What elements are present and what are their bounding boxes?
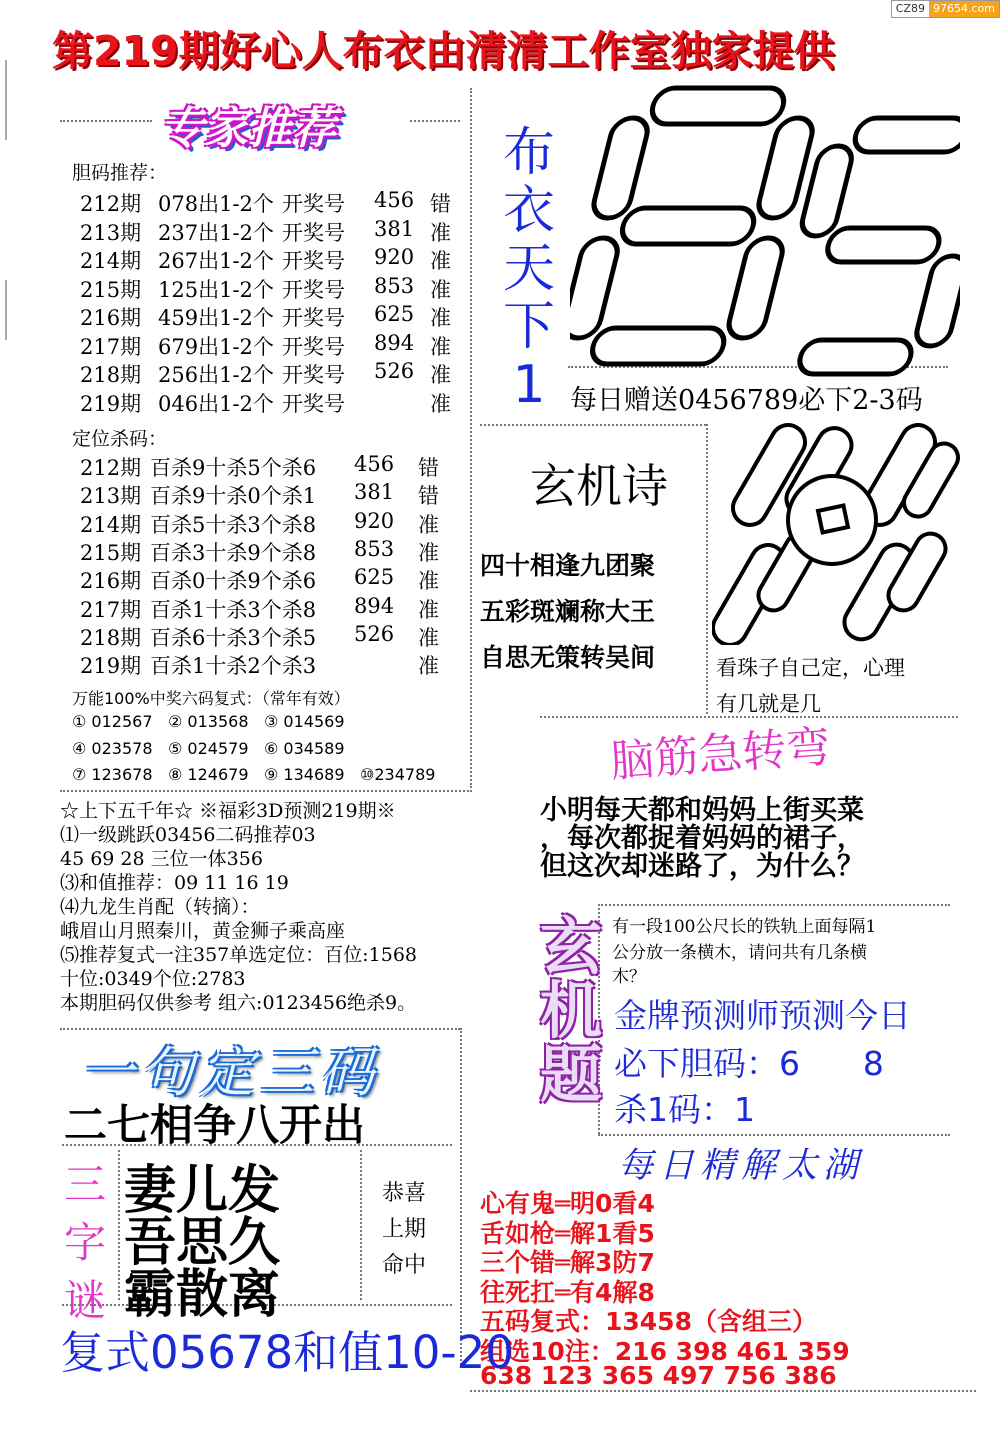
riddle-title: 脑筋急转弯 bbox=[608, 721, 832, 788]
buyi-char: 衣 bbox=[502, 181, 555, 241]
segment bbox=[725, 238, 786, 338]
kill-result: 准 bbox=[418, 569, 439, 594]
site-badge-domain: 97654.com bbox=[929, 1, 999, 17]
six-code-label: 万能100%中奖六码复式：（常年有效） bbox=[72, 689, 350, 708]
poem-title: 玄机诗 bbox=[530, 459, 668, 513]
dan-label-cell: 开奖号 bbox=[282, 192, 345, 216]
dan-code: 046出1-2个 bbox=[158, 391, 274, 416]
dan-number: 456 bbox=[374, 188, 415, 212]
dan-issue: 219期 bbox=[80, 391, 142, 416]
taihu-line: 组选10注：216 398 461 359 bbox=[480, 1336, 850, 1366]
kill-number: 456 bbox=[354, 452, 395, 476]
taihu-line: 638 123 365 497 756 386 bbox=[480, 1361, 837, 1390]
dan-row bbox=[80, 217, 451, 247]
kill-number: 381 bbox=[354, 480, 395, 505]
site-badge-code: CZ89 bbox=[892, 1, 929, 17]
divider bbox=[706, 424, 708, 714]
dan-number: 625 bbox=[374, 302, 415, 326]
prediction-line: ⑸推荐复式一注357单选定位：百位:1568 bbox=[60, 944, 418, 966]
dan-label-cell: 开奖号 bbox=[282, 334, 345, 359]
kill-desc: 百杀1十杀2个杀3 bbox=[150, 654, 317, 679]
gold-forecast-line: 金牌预测师预测今日 bbox=[614, 996, 911, 1035]
dan-issue: 217期 bbox=[80, 334, 142, 359]
segment bbox=[570, 238, 621, 338]
kill-desc: 百杀1十杀3个杀8 bbox=[150, 597, 317, 622]
kill-desc: 百杀5十杀3个杀8 bbox=[150, 512, 317, 537]
segment bbox=[589, 328, 728, 364]
dan-label-cell: 开奖号 bbox=[282, 363, 345, 387]
prediction-line: ☆上下五千年☆ ※福彩3D预测219期※ bbox=[60, 800, 396, 822]
dan-issue: 214期 bbox=[80, 249, 142, 273]
kill-issue: 213期 bbox=[80, 484, 142, 509]
kill-result: 准 bbox=[418, 540, 439, 565]
kill-result: 准 bbox=[418, 625, 439, 650]
kill-issue: 219期 bbox=[80, 654, 142, 679]
kill-row bbox=[80, 650, 439, 680]
gold-forecast-line: 杀1码：1 bbox=[614, 1090, 755, 1129]
segment bbox=[824, 228, 942, 262]
riddle-line: 但这次却迷路了，为什么？ bbox=[540, 851, 864, 882]
kill-row bbox=[80, 594, 439, 624]
dan-code: 459出1-2个 bbox=[158, 306, 274, 330]
six-code-cell: ④ 023578 bbox=[72, 738, 153, 758]
question-line: 公分放一条横木，请问共有几条横 bbox=[612, 943, 867, 963]
divider bbox=[60, 790, 472, 792]
dan-issue: 212期 bbox=[80, 192, 142, 216]
dan-number: 920 bbox=[374, 245, 415, 269]
divider bbox=[60, 120, 152, 122]
dan-result: 错 bbox=[430, 192, 451, 216]
buyi-char: 1 bbox=[512, 355, 546, 415]
kill-desc: 百杀6十杀3个杀5 bbox=[150, 625, 317, 650]
kill-result: 准 bbox=[418, 654, 439, 679]
szm-line: 吾思久 bbox=[124, 1212, 281, 1273]
six-code-cell: ⑨ 134689 bbox=[264, 765, 345, 784]
buyi-char: 布 bbox=[502, 123, 555, 183]
six-code-cell: ① 012567 bbox=[72, 712, 153, 731]
kill-result: 错 bbox=[418, 456, 439, 480]
six-code-cell: ② 013568 bbox=[168, 712, 249, 731]
divider bbox=[118, 1150, 120, 1300]
dan-issue: 216期 bbox=[80, 306, 142, 330]
expert-section-title: 专家推荐 bbox=[160, 103, 336, 154]
yiju-phrase: 二七相争八开出 bbox=[64, 1101, 365, 1151]
divider bbox=[598, 904, 950, 906]
three-char-riddle-label bbox=[64, 1156, 112, 1330]
taihu-title: 每日精解太湖 bbox=[618, 1146, 865, 1186]
kill-issue: 214期 bbox=[80, 512, 142, 537]
question-line: 有一段100公尺长的铁轨上面每隔1 bbox=[612, 917, 877, 937]
dan-number: 894 bbox=[374, 330, 415, 355]
xuanji-question-title bbox=[540, 910, 603, 1111]
kill-number: 853 bbox=[354, 536, 395, 561]
yiju-title: 一句定三码 bbox=[80, 1041, 380, 1104]
prediction-line: ⑶和值推荐：09 11 16 19 bbox=[60, 872, 289, 894]
dan-code: 237出1-2个 bbox=[158, 220, 274, 245]
dan-label-cell: 开奖号 bbox=[282, 249, 345, 273]
dan-label-cell: 开奖号 bbox=[282, 306, 345, 330]
dan-row bbox=[80, 331, 451, 361]
divider bbox=[480, 424, 706, 426]
riddle-line: 小明每天都和妈妈上街买菜 bbox=[540, 795, 864, 826]
dan-issue: 213期 bbox=[80, 220, 142, 245]
congrats-text: 恭喜 bbox=[382, 1181, 427, 1206]
kill-desc: 百杀3十杀9个杀8 bbox=[150, 540, 317, 565]
congrats-text: 命中 bbox=[382, 1253, 427, 1278]
site-badge[interactable] bbox=[891, 0, 1000, 18]
kill-number: 526 bbox=[354, 621, 395, 646]
kill-issue: 218期 bbox=[80, 625, 142, 650]
dan-result: 准 bbox=[430, 391, 451, 416]
prediction-line: 45 69 28 三位一体356 bbox=[60, 848, 263, 870]
kill-result: 准 bbox=[418, 597, 439, 622]
six-code-cell: ⑧ 124679 bbox=[168, 765, 249, 784]
dan-result: 准 bbox=[430, 277, 451, 302]
six-code-cell: ③ 014569 bbox=[264, 712, 345, 731]
xjt-char: 机 bbox=[540, 974, 603, 1047]
six-code-cell: ⑥ 034589 bbox=[264, 738, 345, 758]
edge-mark bbox=[5, 280, 7, 340]
dan-issue: 215期 bbox=[80, 277, 142, 302]
six-code-row bbox=[72, 712, 360, 731]
kill-desc: 百杀9十杀5个杀6 bbox=[150, 456, 317, 480]
six-code-cell: ⑤ 024579 bbox=[168, 738, 249, 758]
kill-issue: 212期 bbox=[80, 456, 142, 480]
fushi-summary: 复式05678和值10-20 bbox=[60, 1326, 514, 1379]
dan-row bbox=[80, 274, 451, 304]
xjt-char: 玄 bbox=[540, 910, 603, 983]
taihu-line: 心有鬼═明0看4 bbox=[480, 1189, 655, 1218]
dan-code: 078出1-2个 bbox=[158, 192, 274, 216]
segment bbox=[619, 208, 758, 244]
kill-number: 894 bbox=[354, 593, 395, 618]
divider bbox=[598, 1134, 950, 1136]
six-code-cell: ⑦ 123678 bbox=[72, 765, 153, 784]
dan-label: 胆码推荐： bbox=[72, 162, 168, 184]
poem-line: 自思无策转吴间 bbox=[480, 643, 656, 672]
dan-row bbox=[80, 388, 451, 418]
six-code-cell: ⑩234789 bbox=[360, 765, 436, 784]
prediction-line: ⑴一级跳跃03456二码推荐03 bbox=[60, 824, 316, 846]
dan-result: 准 bbox=[430, 363, 451, 387]
kill-row bbox=[80, 565, 439, 595]
buyi-char: 下 bbox=[502, 297, 555, 357]
dan-row bbox=[80, 359, 451, 389]
szm-line: 霸散离 bbox=[124, 1264, 281, 1325]
kill-row bbox=[80, 622, 439, 652]
divider bbox=[470, 88, 472, 788]
dan-issue: 218期 bbox=[80, 363, 142, 387]
kill-issue: 215期 bbox=[80, 540, 142, 565]
kill-issue: 216期 bbox=[80, 569, 142, 594]
prediction-line: 本期胆码仅供参考 组六:0123456绝杀9。 bbox=[60, 992, 417, 1014]
six-code-row bbox=[72, 739, 360, 758]
segment bbox=[796, 340, 914, 374]
gold-forecast-line: 必下胆码：6 8 bbox=[614, 1044, 884, 1083]
kill-result: 准 bbox=[418, 512, 439, 537]
divider bbox=[470, 1390, 976, 1392]
taihu-line: 五码复式：13458（含组三） bbox=[480, 1307, 817, 1336]
big-digits-graphic bbox=[570, 78, 960, 378]
segment bbox=[649, 88, 788, 124]
dan-result: 准 bbox=[430, 220, 451, 245]
kill-desc: 百杀9十杀0个杀1 bbox=[150, 484, 317, 509]
prediction-line: 十位:0349个位:2783 bbox=[60, 968, 246, 990]
page-title: 第219期好心人布衣由清清工作室独家提供 bbox=[52, 27, 835, 75]
dan-label-cell: 开奖号 bbox=[282, 220, 345, 245]
dan-result: 准 bbox=[430, 306, 451, 330]
poem-line: 四十相逢九团聚 bbox=[480, 551, 656, 580]
dan-row bbox=[80, 245, 451, 275]
beads-graphic bbox=[712, 420, 962, 645]
dan-row bbox=[80, 302, 451, 332]
xjt-char: 题 bbox=[540, 1038, 603, 1111]
kill-row bbox=[80, 537, 439, 567]
bead-note: 有几就是几 bbox=[716, 692, 821, 716]
dan-code: 256出1-2个 bbox=[158, 363, 274, 387]
riddle-line: ，每次都捉着妈妈的裙子， bbox=[540, 823, 864, 854]
kill-number bbox=[354, 650, 418, 680]
segment bbox=[852, 118, 960, 152]
szm-char: 字 bbox=[64, 1218, 107, 1267]
dan-result: 准 bbox=[430, 334, 451, 359]
dan-label-cell: 开奖号 bbox=[282, 391, 345, 416]
congrats-text: 上期 bbox=[382, 1217, 427, 1242]
dan-number bbox=[374, 388, 430, 418]
six-code-row bbox=[72, 765, 456, 784]
poem-line: 五彩斑斓称大王 bbox=[480, 597, 656, 626]
kill-label: 定位杀码： bbox=[72, 428, 168, 450]
kill-desc: 百杀0十杀9个杀6 bbox=[150, 569, 317, 594]
dan-code: 679出1-2个 bbox=[158, 334, 274, 359]
dan-number: 381 bbox=[374, 216, 415, 241]
prediction-line: ⑷九龙生肖配（转摘）： bbox=[60, 896, 260, 918]
taihu-line: 舌如枪═解1看5 bbox=[480, 1218, 655, 1248]
buyi-char: 天 bbox=[502, 239, 555, 299]
kill-row bbox=[80, 452, 439, 482]
segment bbox=[590, 118, 651, 218]
kill-result: 错 bbox=[418, 484, 439, 509]
dan-code: 125出1-2个 bbox=[158, 277, 274, 302]
bead-note: 看珠子自己定，心理 bbox=[716, 656, 905, 680]
dan-number: 526 bbox=[374, 359, 415, 383]
prediction-line: 峨眉山月照秦川，黄金狮子乘高座 bbox=[60, 920, 346, 942]
dan-code: 267出1-2个 bbox=[158, 249, 274, 273]
taihu-line: 三个错═解3防7 bbox=[480, 1248, 655, 1277]
kill-row bbox=[80, 480, 439, 510]
question-line: 木？ bbox=[612, 967, 646, 987]
daily-gift-text: 每日赠送0456789必下2-3码 bbox=[570, 385, 923, 416]
kill-number: 920 bbox=[354, 508, 395, 533]
edge-mark bbox=[5, 60, 7, 140]
divider bbox=[360, 1150, 362, 1300]
dan-label-cell: 开奖号 bbox=[282, 277, 345, 302]
szm-line: 妻儿发 bbox=[124, 1160, 281, 1221]
segment bbox=[913, 256, 960, 346]
buyi-vertical-title bbox=[494, 124, 564, 414]
divider bbox=[410, 120, 460, 122]
dan-result: 准 bbox=[430, 249, 451, 273]
szm-char: 谜 bbox=[64, 1276, 107, 1325]
dan-row bbox=[80, 188, 451, 218]
szm-char: 三 bbox=[64, 1160, 107, 1209]
kill-row bbox=[80, 509, 439, 539]
kill-issue: 217期 bbox=[80, 597, 142, 622]
taihu-line: 往死扛═有4解8 bbox=[480, 1277, 655, 1307]
kill-number: 625 bbox=[354, 565, 395, 590]
dan-number: 853 bbox=[374, 273, 415, 298]
